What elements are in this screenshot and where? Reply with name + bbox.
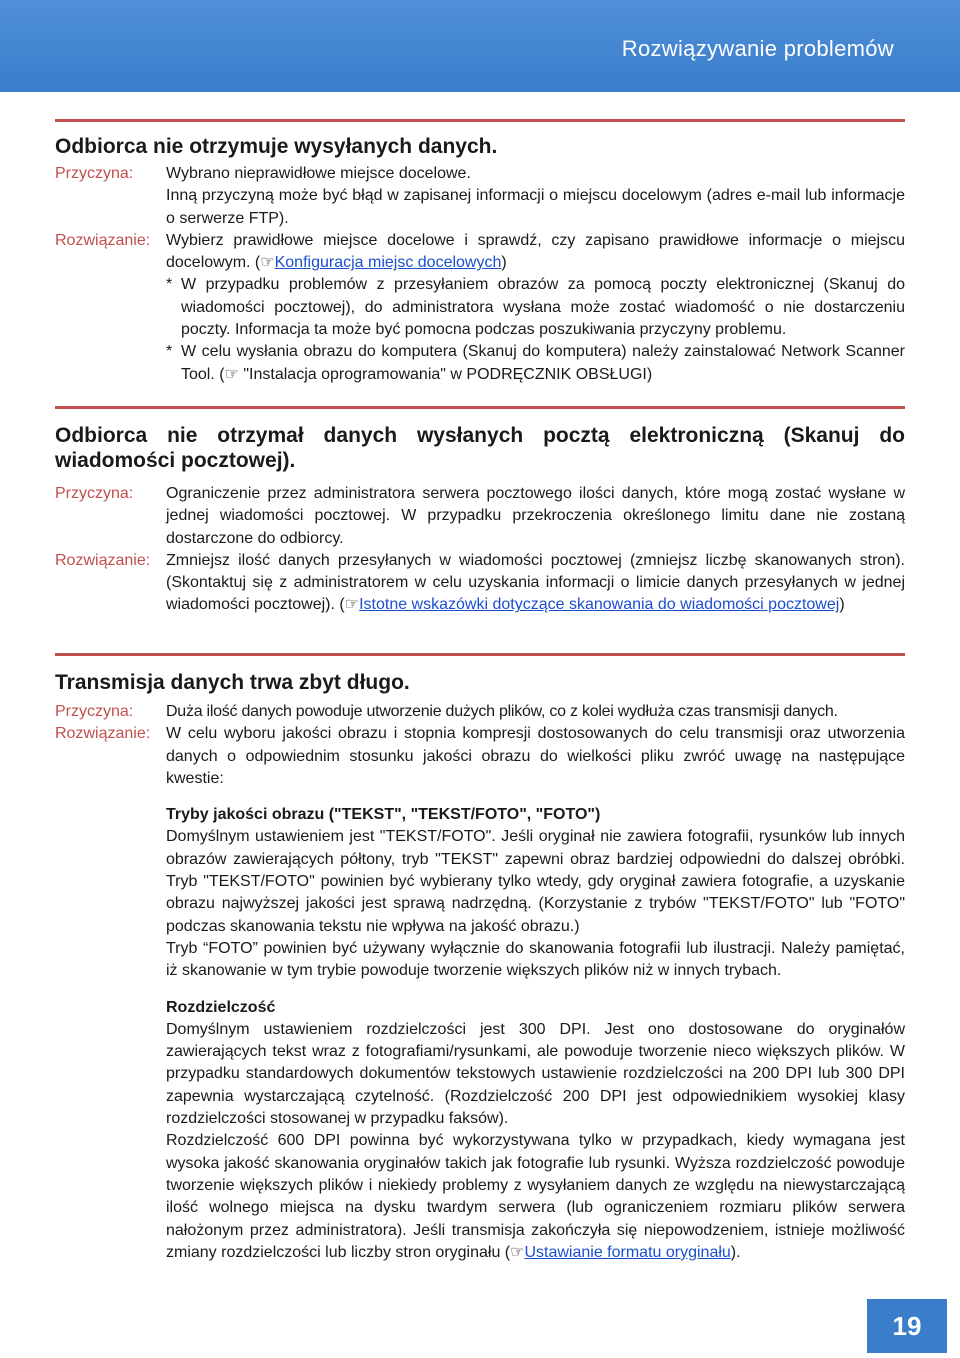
solution-row: [55, 230, 905, 275]
solution-label: Rozwiązanie:: [55, 551, 151, 569]
asterisk-icon: *: [166, 276, 173, 294]
cause-text: Ograniczenie przez administratora serwera pocztowego ilości danych, które mogą zostać wysłane w jednej wiadomości pocztowej. W przypadku przekroczenia określonego limitu dane nie zostaną dostarczone do odbiorcy.: [166, 485, 905, 547]
solution-text-end: ): [839, 596, 845, 614]
link-destination-config[interactable]: Konfiguracja miejsc docelowych: [274, 254, 502, 272]
resolution-paragraph-1: Domyślnym ustawieniem rozdzielczości jest 300 DPI. Jest ono dostosowane do oryginałów zawierających tekst wraz z fotografiami/rysunkami, ale powoduje tworzenie nieco większych plików. W przypadku standardowych dokumentów tekstowych ustawienie rozdzielczości na 200 DPI lub 300 DPI zapewnia wystarczającą czytelność. (Rozdzielczość 200 DPI jest odpowiednikiem wysokiej klasy rozdzielczości stosowanej w przypadku faksów).: [166, 1020, 905, 1128]
resolution-paragraph-2-end: ).: [730, 1243, 741, 1261]
solution-text-end: ): [501, 254, 507, 272]
cause-label: Przyczyna:: [55, 703, 134, 720]
cause-label: Przyczyna:: [55, 165, 134, 182]
resolution-block: [166, 997, 905, 1265]
solution-text-body: Zmniejsz ilość danych przesyłanych w wiadomości pocztowej (zmniejsz liczbę skanowanych stron). (Skontaktuj się z administratorem w celu uzyskania informacji o limicie danych przesyłanych w jednej wiadomości pocztowej). (: [166, 551, 905, 614]
note-2: [166, 341, 905, 386]
cause-row: [55, 701, 905, 723]
cause-text: Duża ilość danych powoduje utworzenie dużych plików, co z kolei wydłuża czas transmisji danych.: [166, 703, 838, 720]
quality-modes-paragraph-2: Tryb “FOTO” powinien być używany wyłącznie do skanowania fotografii lub ilustracji. Należy pamiętać, iż skanowanie w tym trybie powoduje tworzenie większych plików niż w innych trybach.: [166, 939, 905, 980]
solution-label: Rozwiązanie:: [55, 725, 151, 743]
page-number-badge: 19: [867, 1299, 947, 1353]
pointing-hand-icon: ☞: [510, 1243, 525, 1261]
page-header-title: Rozwiązywanie problemów: [621, 36, 894, 61]
note-1: [166, 274, 905, 341]
note-2-body: W celu wysłania obrazu do komputera (Skanuj do komputera) należy zainstalować Network Scanner Tool. (: [181, 343, 905, 383]
link-original-size[interactable]: Ustawianie formatu oryginału: [524, 1243, 731, 1261]
note-1-text: W przypadku problemów z przesyłaniem obrazów za pomocą poczty elektronicznej (Skanuj do wiadomości pocztowej), do administratora wysłana może zostać wiadomość o nie dostarczeniu poczty. Informacja ta może być pomocna podczas poszukiwania przyczyny problemu.: [181, 276, 905, 339]
section-title: Odbiorca nie otrzymuje wysyłanych danych.: [55, 135, 498, 158]
solution-text: [166, 550, 905, 617]
solution-text: W celu wyboru jakości obrazu i stopnia kompresji dostosowanych do celu transmisji oraz utworzenia danych o odpowiednim stosunku jakości obrazu do wielkości pliku zwróć uwagę na następujące kwestie:: [166, 725, 905, 787]
section-recipient-no-data: [55, 119, 905, 386]
quality-modes-paragraph-1: Domyślnym ustawieniem jest "TEKST/FOTO". Jeśli oryginał nie zawiera fotografii, rysunków lub innych obrazów zawierających półtony, tryb "TEKST" zapewni obraz bardziej odpowiedni do dalszej obróbki. Tryb "TEKST/FOTO" powinien być wybierany tylko wtedy, gdy oryginał zawiera fotografie, a uzyskanie obrazu najwyższej jakości jest sprawą nadrzędną. (Korzystanie z trybów "TEKST/FOTO" lub "FOTO" podczas skanowania tekstu nie wpływa na jakość obrazu.): [166, 828, 905, 935]
cause-row: [55, 483, 905, 550]
section-rule: [55, 653, 905, 656]
cause-row: [55, 163, 905, 230]
solution-row: [55, 550, 905, 617]
pointing-hand-icon: ☞: [224, 365, 239, 383]
note-2-reference: "Instalacja oprogramowania" w PODRĘCZNIK OBSŁUGI): [238, 365, 653, 383]
asterisk-icon: *: [166, 343, 173, 361]
section-rule: [55, 119, 905, 122]
solution-text: [166, 230, 905, 275]
resolution-heading: Rozdzielczość: [166, 998, 276, 1016]
pointing-hand-icon: ☞: [344, 596, 360, 614]
resolution-paragraph-2: [166, 1130, 905, 1264]
section-slow-transmission: [55, 653, 905, 1264]
section-title: Odbiorca nie otrzymał danych wysłanych pocztą elektroniczną (Skanuj do wiadomości pocztowej).: [55, 424, 905, 472]
pointing-hand-icon: ☞: [260, 254, 275, 272]
resolution-paragraph-2-body: Rozdzielczość 600 DPI powinna być wykorzystywana tylko w przypadkach, kiedy wymagana jest wysoka jakość skanowania oryginałów takich jak fotografie lub rysunki. Wyższa rozdzielczość powoduje tworzenie większych plików i niekiedy problemy z wysyłaniem danych ze względu na niewystarczającą ilość wolnego miejsca na dysku twardym serwera (lub ograniczeniem rozmiaru plików serwera nałożonym przez administratora). Jeśli transmisja zakończyła się niepowodzeniem, istnieje możliwość zmiany rozdzielczości lub liczby stron oryginału (: [166, 1132, 905, 1261]
link-email-scan-tips[interactable]: Istotne wskazówki dotyczące skanowania do wiadomości pocztowej: [359, 596, 840, 614]
section-rule: [55, 406, 905, 409]
note-2-text: [181, 341, 905, 386]
cause-text-2: Inną przyczyną może być błąd w zapisanej informacji o miejscu docelowym (adres e-mail lub informacje o serwerze FTP).: [166, 187, 905, 227]
quality-modes-heading: Tryby jakości obrazu ("TEKST", "TEKST/FOTO", "FOTO"): [166, 806, 601, 824]
solution-row: [55, 723, 905, 790]
cause-text: Wybrano nieprawidłowe miejsce docelowe.: [166, 165, 471, 182]
section-email-not-received: [55, 406, 905, 617]
section-title: Transmisja danych trwa zbyt długo.: [55, 671, 410, 694]
cause-label: Przyczyna:: [55, 485, 134, 502]
solution-text-body: Wybierz prawidłowe miejsce docelowe i sprawdź, czy zapisano prawidłowe informacje o miejscu docelowym. (: [166, 231, 905, 272]
quality-modes-block: [166, 804, 905, 982]
solution-label: Rozwiązanie:: [55, 231, 151, 249]
